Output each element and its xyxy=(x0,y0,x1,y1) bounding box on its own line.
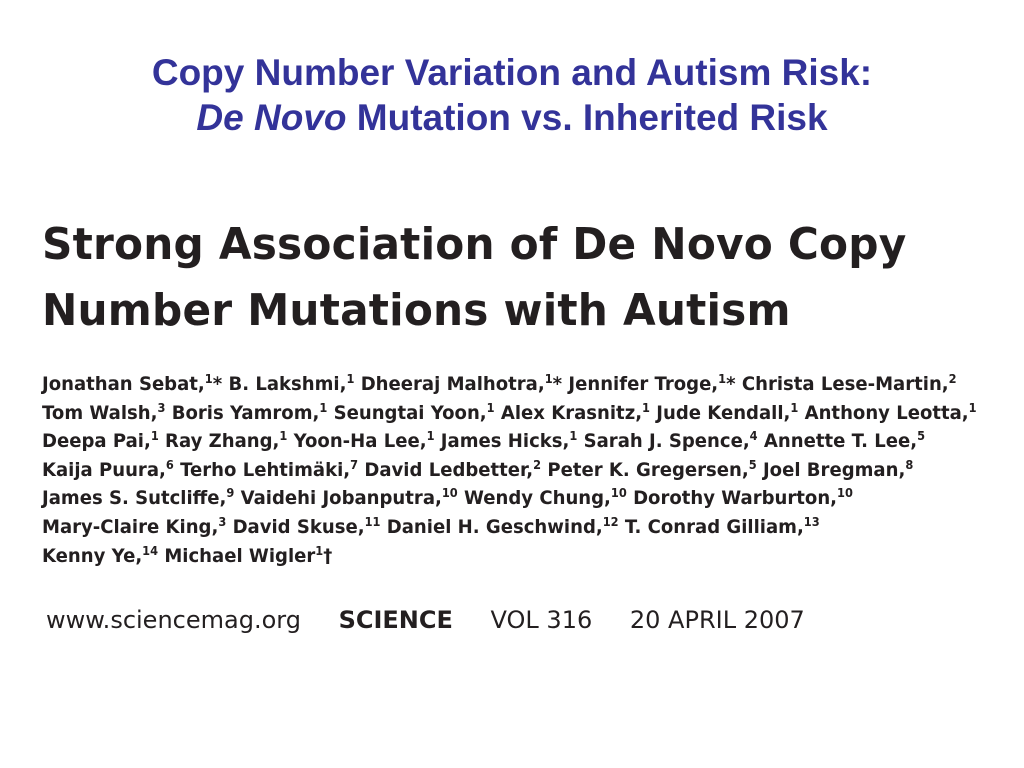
citation-url: www.sciencemag.org xyxy=(46,606,301,634)
author-line: Deepa Pai,$^1$ Ray Zhang,$^1$ Yoon-Ha Lee,$^1$ James Hicks,$^1$ Sarah J. Spence,$^4$ Annette T. Lee,$^5$ xyxy=(42,429,926,453)
author-line: Kaija Puura,$^6$ Terho Lehtimäki,$^7$ David Ledbetter,$^2$ Peter K. Gregersen,$^5$ Joel Bregman,$^8$ xyxy=(42,457,914,481)
author-line: Mary-Claire King,$^3$ David Skuse,$^{11}$ Daniel H. Geschwind,$^{12}$ T. Conrad Gilliam,$^{13}$ xyxy=(42,514,820,538)
citation-volume: VOL 316 xyxy=(490,606,593,634)
citation-journal: SCIENCE xyxy=(338,606,453,634)
slide-title-line-2-rest: Mutation vs. Inherited Risk xyxy=(346,97,828,138)
slide-title-line-2 xyxy=(0,95,1024,140)
slide-title-line-1: Copy Number Variation and Autism Risk: xyxy=(151,52,873,93)
author-line: Kenny Ye,$^{14}$ Michael Wigler$^1$† xyxy=(42,543,333,567)
paper-title-line-1: Strong Association of De Novo Copy xyxy=(42,219,907,270)
slide-title xyxy=(0,50,1024,140)
citation-date: 20 APRIL 2007 xyxy=(629,606,805,634)
author-list xyxy=(42,370,977,570)
citation xyxy=(46,605,946,635)
author-line: Tom Walsh,$^3$ Boris Yamrom,$^1$ Seungtai Yoon,$^1$ Alex Krasnitz,$^1$ Jude Kendall,$^1$ Anthony Leotta,$^1$ xyxy=(42,400,977,424)
author-line: James S. Sutcliffe,$^9$ Vaidehi Jobanputra,$^{10}$ Wendy Chung,$^{10}$ Dorothy Warburton,$^{10}$ xyxy=(42,486,853,510)
slide-title-italic-term: De Novo xyxy=(196,97,347,138)
paper-title-line-2: Number Mutations with Autism xyxy=(42,285,791,336)
author-line: Jonathan Sebat,$^1$* B. Lakshmi,$^1$ Dheeraj Malhotra,$^1$* Jennifer Troge,$^1$* Christa Lese-Martin,$^2$ xyxy=(42,372,957,395)
paper-title xyxy=(42,212,964,344)
